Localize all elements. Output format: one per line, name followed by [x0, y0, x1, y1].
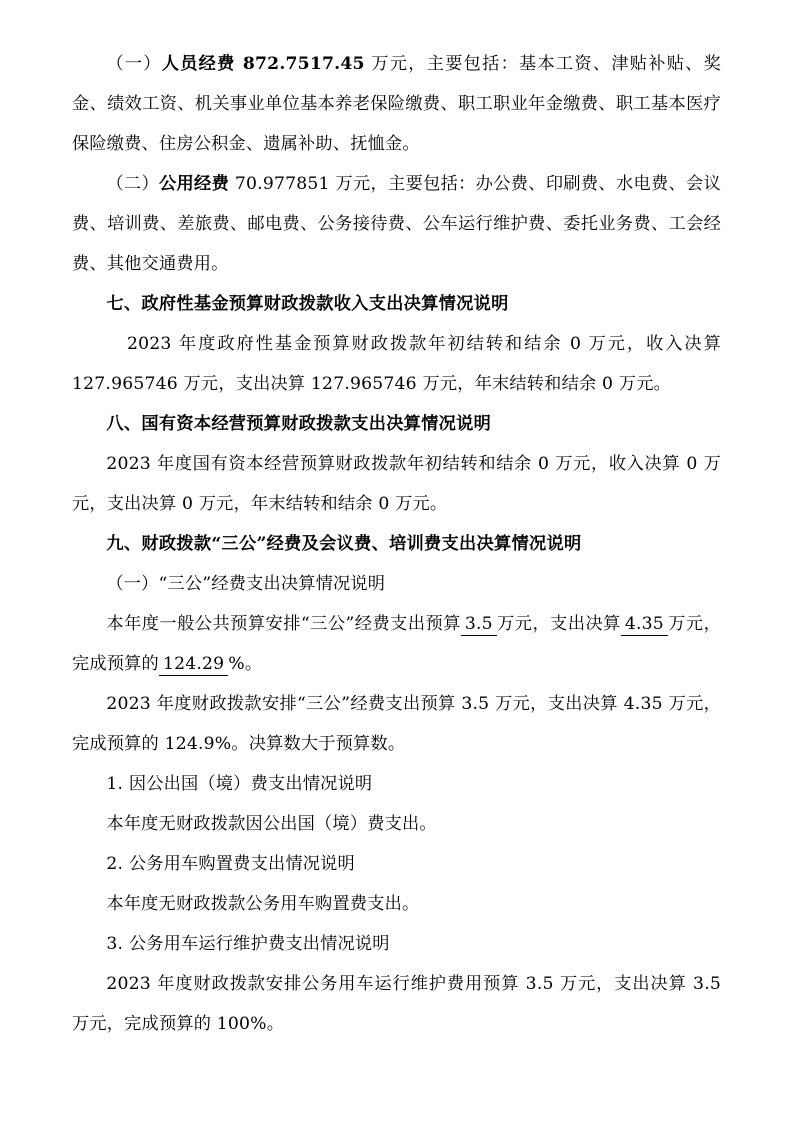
paragraph-personnel-expenses [72, 44, 721, 164]
three-public-text-1: 本年度一般公共预算安排“三公”经费支出预算 [106, 614, 461, 634]
paragraph-three-public-detail: 2023 年度财政拨款安排“三公”经费支出预算 3.5 万元，支出决算 4.35 万元，完成预算的 124.9%。决算数大于预算数。 [72, 694, 721, 754]
paragraph-public-rest: 70.977851 万元，主要包括：办公费、印刷费、水电费、会议费、培训费、差旅费、邮电费、公务接待费、公车运行维护费、委托业务费、工会经费、其他交通费用。 [72, 174, 721, 274]
paragraph-three-public-budget [72, 604, 721, 684]
heading-item-vehicle-purchase: 2. 公务用车购置费支出情况说明 [106, 854, 355, 874]
three-public-text-2: 万元，支出决算 [496, 614, 621, 634]
paragraph-overseas-travel: 本年度无财政拨款因公出国（境）费支出。 [106, 814, 437, 834]
heading-item-vehicle-operation: 3. 公务用车运行维护费支出情况说明 [106, 934, 390, 954]
three-public-value-budget: 3.5 [461, 614, 497, 636]
three-public-value-final: 4.35 [621, 614, 668, 636]
paragraph-vehicle-operation: 2023 年度财政拨款安排公务用车运行维护费用预算 3.5 万元，支出决算 3.5 万元，完成预算的 100%。 [72, 974, 721, 1034]
heading-section-eight: 八、国有资本经营预算财政拨款支出决算情况说明 [106, 414, 492, 434]
paragraph-personnel-rest: 万元，主要包括：基本工资、津贴补贴、奖金、绩效工资、机关事业单位基本养老保险缴费、职工职业年金缴费、职工基本医疗保险缴费、住房公积金、遗属补助、抚恤金。 [72, 54, 721, 154]
paragraph-term-public: 公用经费 [158, 174, 230, 194]
paragraph-label-one: （一） [106, 54, 162, 74]
three-public-text-4: %。 [228, 654, 263, 674]
heading-section-seven: 七、政府性基金预算财政拨款收入支出决算情况说明 [106, 294, 509, 314]
three-public-value-percent: 124.29 [159, 654, 228, 676]
paragraph-term-personnel: 人员经费 872.7517.45 [161, 54, 365, 74]
heading-subsection-nine-one: （一）“三公”经费支出决算情况说明 [106, 574, 386, 594]
three-public-text-3: 万元，完成预算的 [72, 614, 721, 674]
paragraph-state-capital: 2023 年度国有资本经营预算财政拨款年初结转和结余 0 万元，收入决算 0 万元，支出决算 0 万元，年末结转和结余 0 万元。 [72, 454, 721, 514]
heading-section-nine: 九、财政拨款“三公”经费及会议费、培训费支出决算情况说明 [106, 534, 582, 554]
paragraph-public-expenses [72, 164, 721, 284]
paragraph-label-two: （二） [106, 174, 159, 194]
paragraph-government-fund: 2023 年度政府性基金预算财政拨款年初结转和结余 0 万元，收入决算 127.965746 万元，支出决算 127.965746 万元，年末结转和结余 0 万元。 [72, 334, 721, 394]
paragraph-vehicle-purchase: 本年度无财政拨款公务用车购置费支出。 [106, 894, 420, 914]
heading-item-overseas-travel: 1. 因公出国（境）费支出情况说明 [106, 774, 373, 794]
